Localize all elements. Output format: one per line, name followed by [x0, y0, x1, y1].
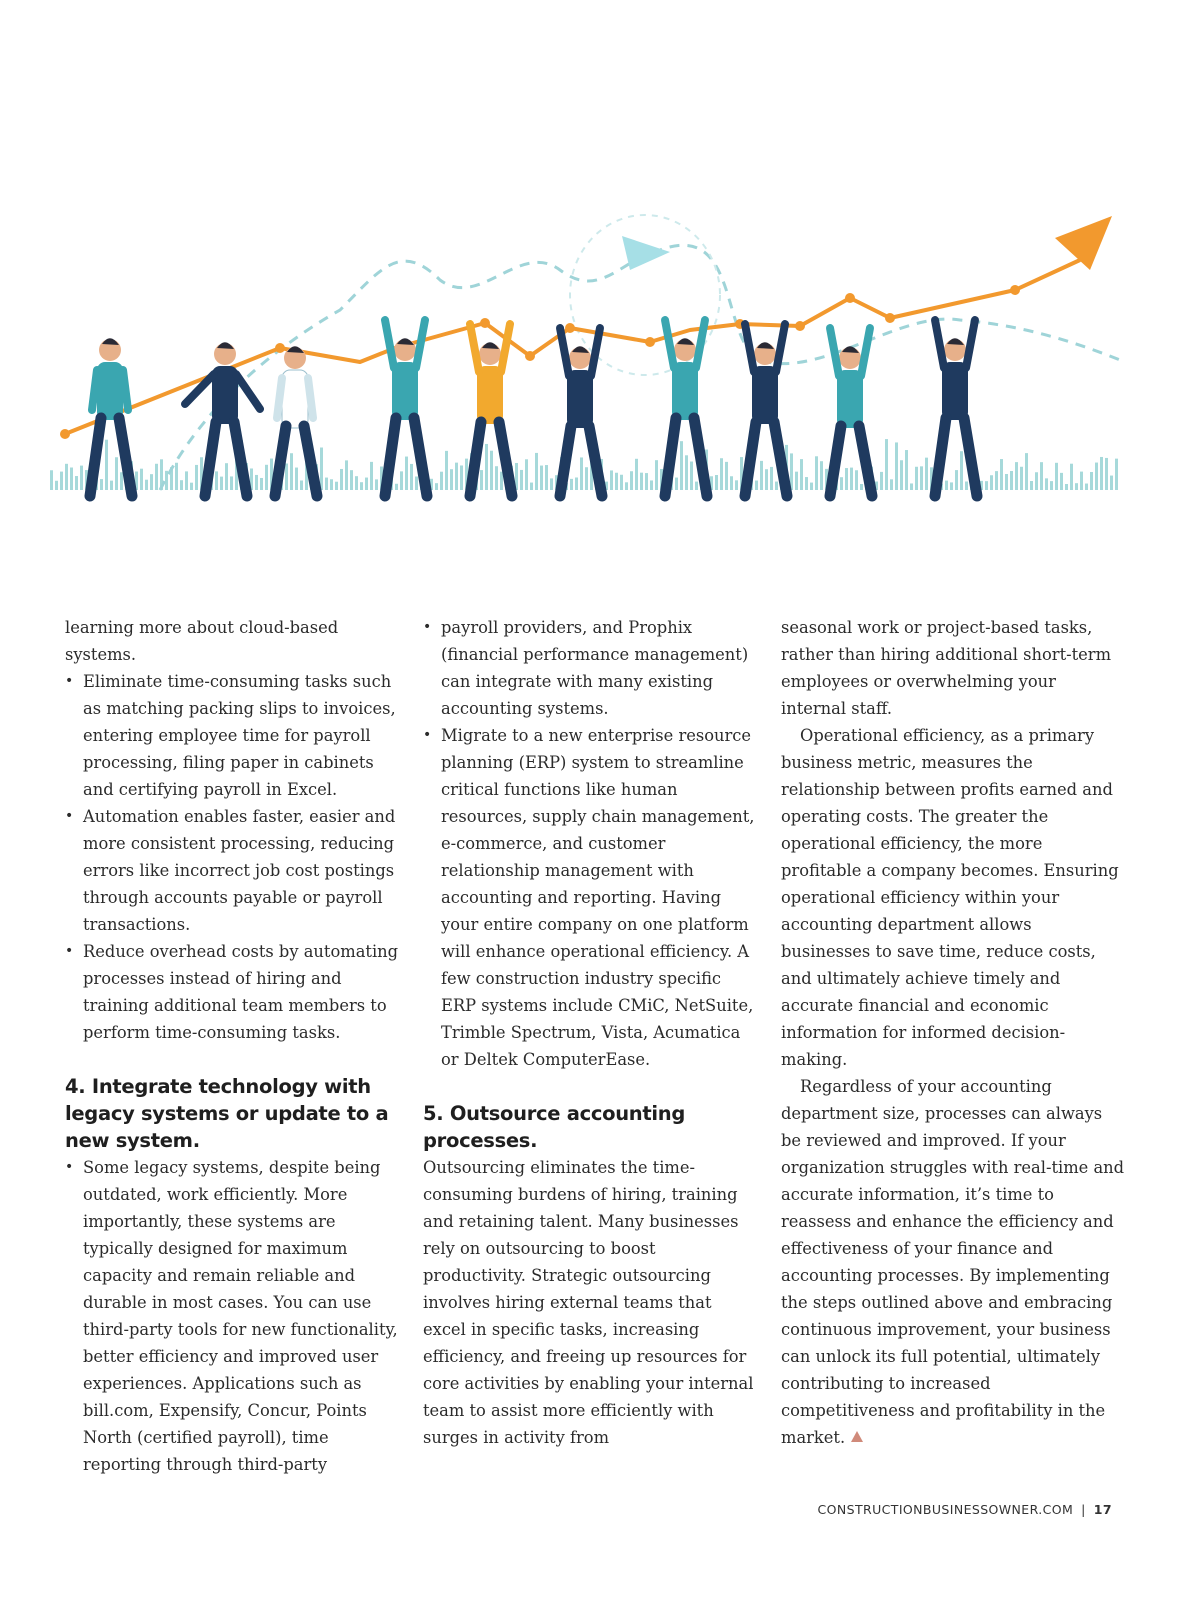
section-heading-4: 4. Integrate technology with legacy systems or update to a new system.	[65, 1075, 389, 1152]
section-4-bullet-list	[65, 1154, 400, 1478]
growth-arrow-head-icon	[1055, 216, 1112, 270]
page-number: 17	[1093, 1502, 1112, 1517]
section-heading-5: 5. Outsource accounting processes.	[423, 1102, 686, 1152]
list-item: • Some legacy systems, despite being outdated, work efficiently. More importantly, these systems are typically designed for maximum capacity and remain reliable and durable in most cases. You can use third-party tools for new functionality, better efficiency and improved user experiences. Applications such as bill.com, Expensify, Concur, Points North (certified payroll), time reporting through third-party	[65, 1154, 400, 1478]
col3-continuation: seasonal work or project-based tasks, rather than hiring additional short-term employees or overwhelming your internal staff.	[781, 618, 1112, 718]
hero-illustration	[40, 200, 1130, 520]
column-3	[781, 614, 1126, 1451]
section-5-paragraph: Outsourcing eliminates the time-consuming burdens of hiring, training and retaining talent. Many businesses rely on outsourcing to boost productivity. Strategic outsourcing involves hiring external teams that excel in specific tasks, increasing efficiency, and freeing up resources for core activities by enabling your internal team to assist more efficiently with surges in activity from	[423, 1158, 754, 1447]
column-1	[65, 614, 400, 1478]
col1-intro: learning more about cloud-based systems.	[65, 618, 339, 664]
col1-bullet-list	[65, 668, 400, 1046]
continuation-text: payroll providers, and Prophix (financial performance management) can integrate with many existing accounting systems.	[441, 618, 749, 718]
footer-site: CONSTRUCTIONBUSINESSOWNER.COM	[817, 1502, 1074, 1517]
paper-plane-icon	[622, 236, 670, 270]
list-item: • Eliminate time-consuming tasks such as matching packing slips to invoices, entering employee time for payroll processing, filing paper in cabinets and certifying payroll in Excel.	[65, 668, 400, 803]
closing-text: Regardless of your accounting department size, processes can always be reviewed and improved. If your organization struggles with real-time and accurate information, it’s time to reassess and enhance the efficiency and effectiveness of your finance and accounting processes. By implementing the steps outlined above and embracing continuous improvement, your business can unlock its full potential, ultimately contributing to increased competitiveness and profitability in the market.	[781, 1077, 1125, 1447]
person-figure	[935, 320, 977, 496]
list-item: • Migrate to a new enterprise resource planning (ERP) system to streamline critical functions like human resources, supply chain management, e-commerce, and customer relationship management with accounting and reporting. Having your entire company on one platform will enhance operational efficiency. A few construction industry specific ERP systems include CMiC, NetSuite, Trimble Spectrum, Vista, Acumatica or Deltek ComputerEase.	[423, 722, 758, 1073]
closing-paragraph	[781, 1073, 1126, 1451]
end-mark-icon	[851, 1431, 863, 1442]
list-item-continuation	[423, 614, 758, 722]
list-item: • Reduce overhead costs by automating processes instead of hiring and training additional team members to perform time-consuming tasks.	[65, 938, 400, 1046]
operational-efficiency-paragraph: Operational efficiency, as a primary business metric, measures the relationship between profits earned and operating costs. The greater the operational efficiency, the more profitable a company becomes. Ensuring operational efficiency within your accounting department allows businesses to save time, reduce costs, and ultimately achieve timely and accurate financial and economic information for informed decision-making.	[781, 726, 1119, 1069]
growth-line-nodes	[60, 285, 1020, 439]
section-4-bullet-list-continued	[423, 614, 758, 1073]
footer-separator: |	[1081, 1502, 1086, 1517]
list-item: • Automation enables faster, easier and more consistent processing, reducing errors like incorrect job cost postings through accounts payable or payroll transactions.	[65, 803, 400, 938]
team-figures	[90, 320, 977, 496]
column-2	[423, 614, 758, 1451]
person-figure	[90, 338, 132, 496]
page-footer	[818, 1502, 1112, 1517]
